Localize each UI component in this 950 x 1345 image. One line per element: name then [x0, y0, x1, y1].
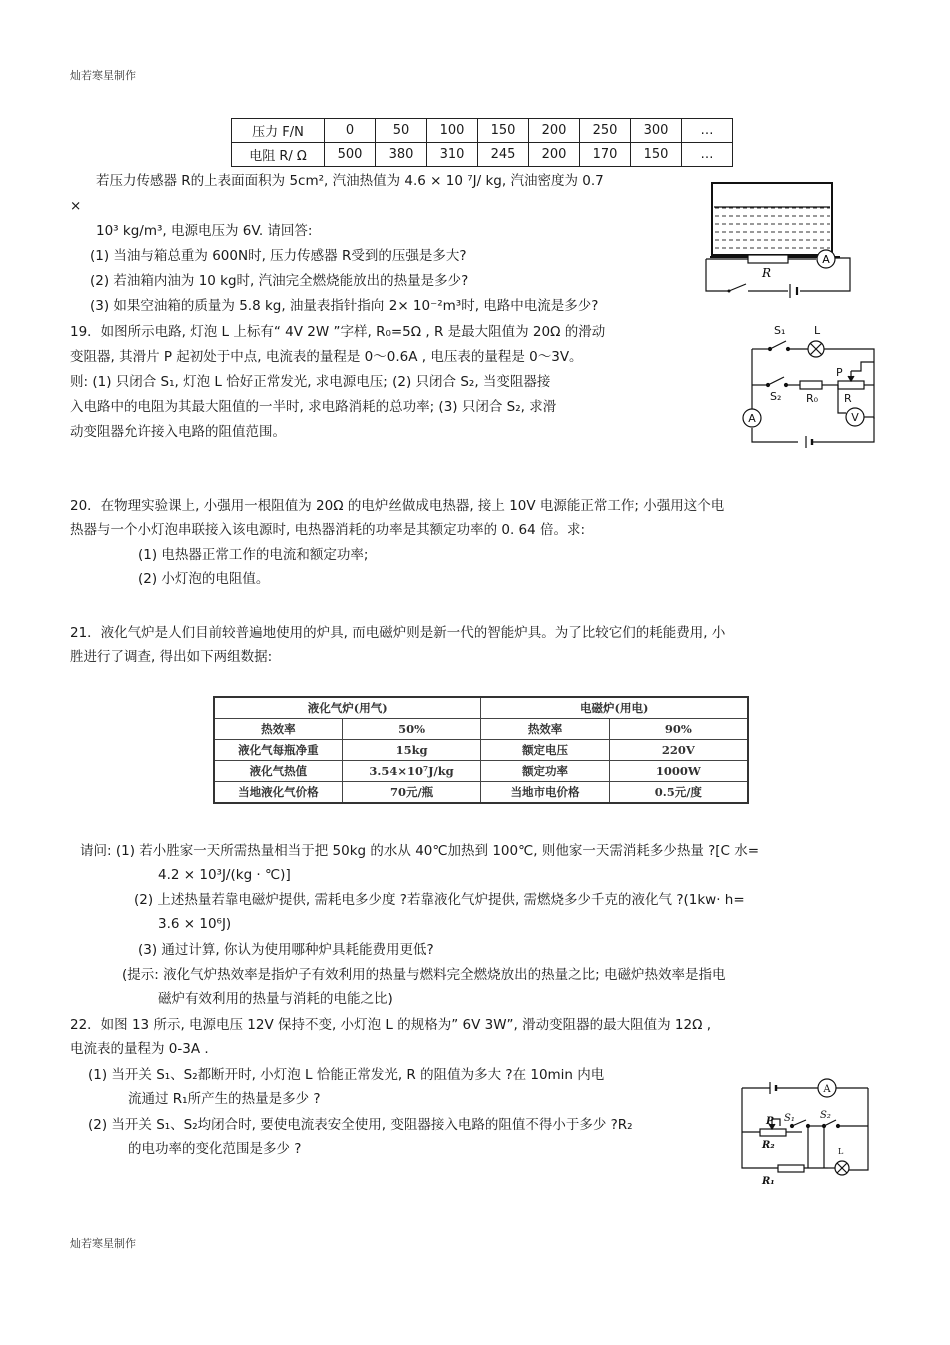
table-cell: 500 [325, 143, 376, 167]
voltmeter-label: V [851, 411, 859, 424]
q21-ask-b: 4.2 × 10³J/(kg · ℃)] [158, 867, 291, 883]
table-cell: 150 [631, 143, 682, 167]
table-cell: 额定功率 [481, 761, 609, 782]
q20-line1: 20．在物理实验课上, 小强用一根阻值为 20Ω 的电炉丝做成电热器, 接上 10V 电源能正常工作; 小强用这个电 [70, 498, 725, 514]
table-row [214, 697, 748, 719]
q21-part2-b: 3.6 × 10⁶J) [158, 916, 232, 932]
q19-line2: 变阻器, 其滑片 P 起初处于中点, 电流表的量程是 0～0.6A , 电压表的量程是 0～3V。 [70, 349, 583, 365]
q22-part2a: (2) 当开关 S₁、S₂均闭合时, 要使电流表安全使用, 变阻器接入电路的阻值不得小于多少 ?R₂ [88, 1117, 633, 1133]
q21-part3: (3) 通过计算, 你认为使用哪种炉具耗能费用更低? [138, 942, 434, 958]
s2-label: S₂ [770, 390, 782, 403]
q18-line1: 若压力传感器 R的上表面面积为 5cm², 汽油热值为 4.6 × 10 ⁷J/ kg, 汽油密度为 0.7 [96, 173, 604, 189]
resistor-label: R [762, 266, 772, 280]
table-cell: 200 [529, 119, 580, 143]
q19-line4: 入电路中的电阻为其最大阻值的一半时, 求电路消耗的总功率; (3) 只闭合 S₂, 求滑 [70, 399, 557, 415]
q19-line5: 动变阻器允许接入电路的阻值范围。 [70, 424, 286, 440]
table-cell: 电阻 R/ Ω [232, 143, 325, 167]
table-cell: 当地液化气价格 [214, 782, 342, 804]
q18-part2: (2) 若油箱内油为 10 kg时, 汽油完全燃烧能放出的热量是多少? [90, 273, 469, 289]
table-cell: 380 [376, 143, 427, 167]
q22-line2: 电流表的量程为 0-3A . [70, 1041, 209, 1057]
table-cell: 245 [478, 143, 529, 167]
table-cell: 150 [478, 119, 529, 143]
table-row [214, 782, 748, 804]
table-cell: 0 [325, 119, 376, 143]
q20-part2: (2) 小灯泡的电阻值。 [138, 571, 270, 587]
q20-line2: 热器与一个小灯泡串联接入该电源时, 电热器消耗的功率是其额定功率的 0. 64 倍。求: [70, 522, 586, 538]
table-row [214, 740, 748, 761]
page-header: 灿若寒星制作 [70, 69, 136, 82]
page-footer: 灿若寒星制作 [70, 1237, 136, 1250]
table-cell: 3.54×10⁷J/kg [342, 761, 481, 782]
q22-part2b: 的电功率的变化范围是多少 ? [128, 1141, 302, 1157]
table-cell: 液化气每瓶净重 [214, 740, 342, 761]
table-cell: 170 [580, 143, 631, 167]
q18-part1: (1) 当油与箱总重为 600N时, 压力传感器 R受到的压强是多大? [90, 248, 467, 264]
q21-line2: 胜进行了调查, 得出如下两组数据: [70, 649, 273, 665]
fuel-tank-figure [700, 178, 860, 298]
s1-label: S₁ [784, 1113, 795, 1124]
table-cell: … [682, 119, 733, 143]
q22-line1: 22．如图 13 所示, 电源电压 12V 保持不变, 小灯泡 L 的规格为” 6V 3W”, 滑动变阻器的最大阻值为 12Ω , [70, 1017, 711, 1033]
table-cell: 液化气炉(用气) [214, 697, 481, 719]
table-cell: 15kg [342, 740, 481, 761]
r2-label: R₂ [762, 1140, 775, 1151]
lamp-label: L [838, 1147, 844, 1156]
table-cell: 1000W [609, 761, 748, 782]
q19-line1: 19．如图所示电路, 灯泡 L 上标有“ 4V 2W ”字样, R₀=5Ω , R 是最大阻值为 20Ω 的滑动 [70, 324, 606, 340]
table-cell: 310 [427, 143, 478, 167]
q21-hint2: 磁炉有效利用的热量与消耗的电能之比) [158, 991, 393, 1007]
slider-label: P [766, 1116, 774, 1127]
table-cell: 250 [580, 119, 631, 143]
q21-ask: 请问: (1) 若小胜家一天所需热量相当于把 50kg 的水从 40℃加热到 100℃, 则他家一天需消耗多少热量 ?[C 水= [80, 843, 760, 859]
table-cell: 50 [376, 119, 427, 143]
s2-label: S₂ [820, 1110, 831, 1121]
q22-part1a: (1) 当开关 S₁、S₂都断开时, 小灯泡 L 恰能正常发光, R 的阻值为多大 ?在 10min 内电 [88, 1067, 605, 1083]
table-cell: 50% [342, 719, 481, 740]
table-cell: 300 [631, 119, 682, 143]
q18-line1b: × [70, 198, 82, 214]
q21-line1: 21．液化气炉是人们目前较普遍地使用的炉具, 而电磁炉则是新一代的智能炉具。为了比较它们的耗能费用, 小 [70, 625, 726, 641]
ammeter-label: A [823, 1084, 831, 1095]
slider-label: P [836, 366, 843, 379]
q18-part3: (3) 如果空油箱的质量为 5.8 kg, 油量表指针指向 2× 10⁻²m³时, 电路中电流是多少? [90, 298, 599, 314]
table-cell: 当地市电价格 [481, 782, 609, 804]
table-cell: 额定电压 [481, 740, 609, 761]
s1-label: S₁ [774, 324, 786, 337]
table-cell: 220V [609, 740, 748, 761]
table-cell: 压力 F/N [232, 119, 325, 143]
q20-part1: (1) 电热器正常工作的电流和额定功率; [138, 547, 369, 563]
q21-part2: (2) 上述热量若靠电磁炉提供, 需耗电多少度 ?若靠液化气炉提供, 需燃烧多少千克的液化气 ?(1kw· h= [134, 892, 745, 908]
ammeter-label: A [748, 412, 756, 425]
table-cell: 90% [609, 719, 748, 740]
table-cell: 70元/瓶 [342, 782, 481, 804]
ammeter-label: A [822, 253, 830, 266]
pressure-resistance-table [231, 118, 733, 167]
stove-comparison-table [213, 696, 749, 804]
lamp-label: L [814, 324, 821, 337]
table-cell: 热效率 [214, 719, 342, 740]
rheostat-label: R [844, 392, 852, 405]
q21-hint1: (提示: 液化气炉热效率是指炉子有效利用的热量与燃料完全燃烧放出的热量之比; 电磁炉热效率是指电 [122, 967, 726, 983]
table-cell: 电磁炉(用电) [481, 697, 748, 719]
q22-part1b: 流通过 R₁所产生的热量是多少 ? [128, 1091, 321, 1107]
table-cell: 0.5元/度 [609, 782, 748, 804]
table-cell: 液化气热值 [214, 761, 342, 782]
r0-label: R₀ [806, 392, 819, 405]
table-row [214, 719, 748, 740]
q19-circuit-figure [738, 322, 888, 452]
table-cell: 热效率 [481, 719, 609, 740]
q22-circuit-figure [732, 1074, 882, 1190]
r1-label: R₁ [762, 1176, 775, 1187]
table-row [232, 143, 733, 167]
table-row [214, 761, 748, 782]
q18-line2: 10³ kg/m³, 电源电压为 6V. 请回答: [96, 223, 313, 239]
table-cell: … [682, 143, 733, 167]
q19-line3: 则: (1) 只闭合 S₁, 灯泡 L 恰好正常发光, 求电源电压; (2) 只闭合 S₂, 当变阻器接 [70, 374, 551, 390]
table-row [232, 119, 733, 143]
table-cell: 100 [427, 119, 478, 143]
table-cell: 200 [529, 143, 580, 167]
